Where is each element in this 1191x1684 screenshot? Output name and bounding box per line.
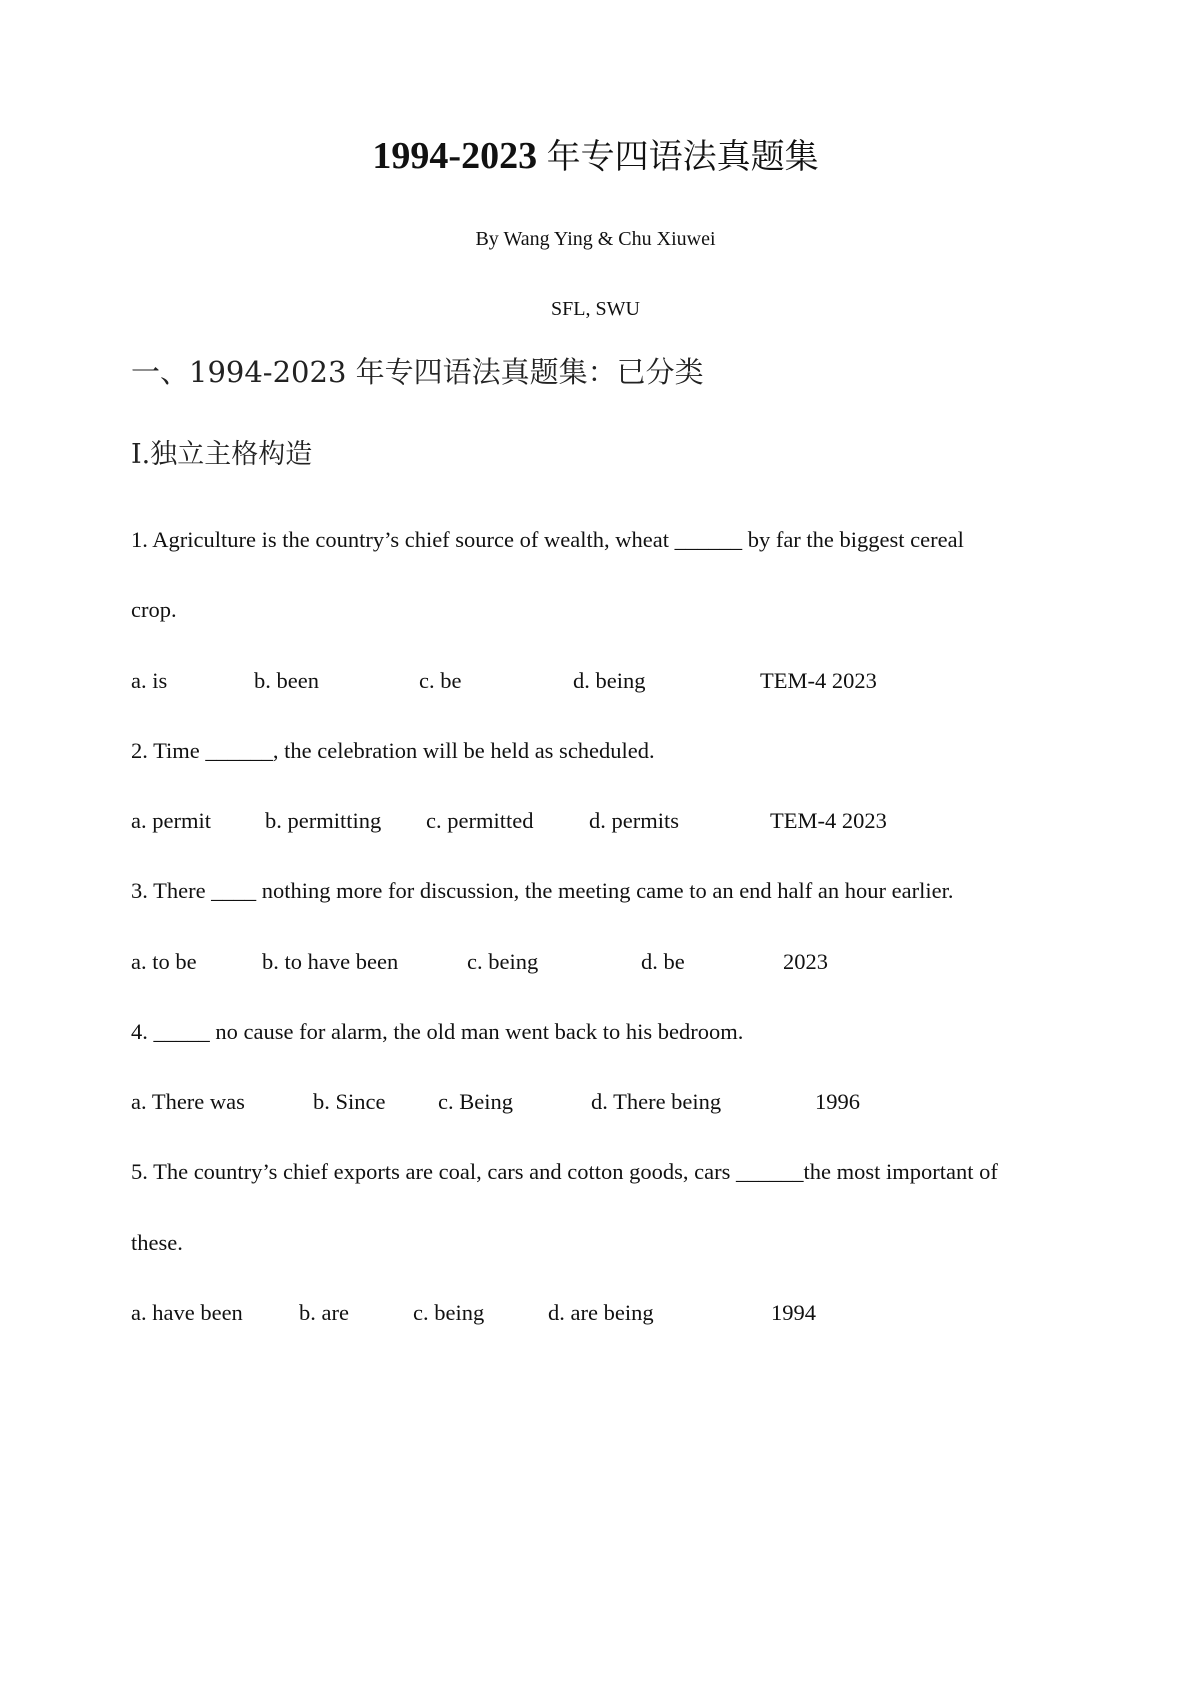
option-d: d. There being xyxy=(591,1089,722,1114)
question-source: 1994 xyxy=(771,1300,816,1325)
option-c: c. be xyxy=(419,668,462,693)
title-year-range: 1994-2023 xyxy=(372,135,538,177)
option-d: d. are being xyxy=(548,1300,654,1325)
option-a: a. is xyxy=(131,668,168,693)
option-c: c. being xyxy=(467,949,539,974)
question-stem: 4. _____ no cause for alarm, the old man went back to his bedroom. xyxy=(131,1019,744,1044)
question-stem-continued: these. xyxy=(131,1230,183,1255)
author-line: By Wang Ying & Chu Xiuwei xyxy=(475,228,716,250)
option-b: b. been xyxy=(254,668,319,693)
question-source: TEM-4 2023 xyxy=(770,808,887,833)
document-title xyxy=(0,132,1191,181)
title-text: 年专四语法真题集 xyxy=(546,137,819,177)
subsection-heading: I.独立主格构造 xyxy=(131,439,313,470)
option-d: d. permits xyxy=(589,808,679,833)
option-a: a. permit xyxy=(131,808,211,833)
question-stem-continued: crop. xyxy=(131,597,177,622)
option-a: a. have been xyxy=(131,1300,243,1325)
option-d: d. being xyxy=(573,668,646,693)
question-stem: 2. Time ______, the celebration will be held as scheduled. xyxy=(131,738,655,763)
question-source: TEM-4 2023 xyxy=(760,668,877,693)
option-d: d. be xyxy=(641,949,685,974)
question-source: 1996 xyxy=(815,1089,860,1114)
option-c: c. permitted xyxy=(426,808,534,833)
option-b: b. permitting xyxy=(265,808,382,833)
affiliation-line: SFL, SWU xyxy=(551,298,640,320)
question-stem: 1. Agriculture is the country’s chief source of wealth, wheat ______ by far the biggest cereal xyxy=(131,527,964,552)
question-source: 2023 xyxy=(783,949,828,974)
option-a: a. There was xyxy=(131,1089,245,1114)
section-heading: 一、1994-2023 年专四语法真题集：已分类 xyxy=(131,355,704,389)
option-a: a. to be xyxy=(131,949,197,974)
question-stem: 5. The country’s chief exports are coal, cars and cotton goods, cars ______the most important of xyxy=(131,1159,998,1184)
option-b: b. Since xyxy=(313,1089,386,1114)
option-b: b. are xyxy=(299,1300,349,1325)
option-b: b. to have been xyxy=(262,949,399,974)
option-c: c. Being xyxy=(438,1089,513,1114)
question-stem: 3. There ____ nothing more for discussion, the meeting came to an end half an hour earlier. xyxy=(131,878,954,903)
option-c: c. being xyxy=(413,1300,485,1325)
